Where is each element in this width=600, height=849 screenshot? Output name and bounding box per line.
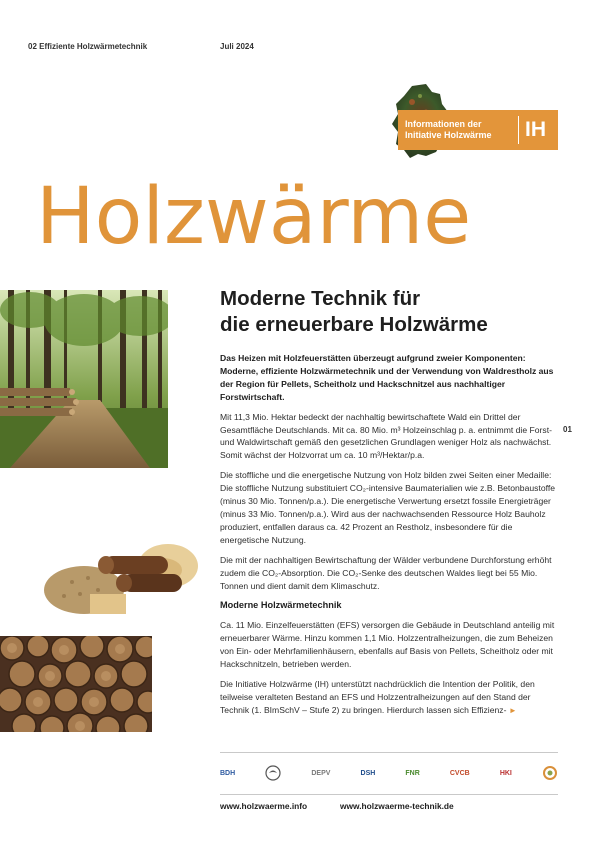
article-paragraph-1: Mit 11,3 Mio. Hektar bedeckt der nachhaltig bewirtschaftete Wald ein Drittel der Gesamtfläche Deutschlands. Mit ca. 80 Mio. m³ Holzeinschlag p. a. entnimmt die Forst- und Waldwirtschaft gemäß den gesetzlichen Grundlagen weniger Holz als nachwächst. Somit wächst der Holzvorrat um ca. 10 m³/Hektar/p.a.: [220, 411, 552, 461]
forest-path-photo: [0, 290, 168, 468]
pellets-and-wood-photo: [42, 510, 200, 620]
page-header: [28, 42, 254, 51]
eagle-icon: [265, 765, 281, 781]
article-body: [220, 352, 558, 725]
link-holzwaerme-technik[interactable]: www.holzwaerme-technik.de: [340, 801, 454, 811]
article-paragraph-5-text: Die Initiative Holzwärme (IH) unterstützt nachdrücklich die Intention der Politik, den teilweise veralteten Bestand an EFS und Holzzentralheizungen auf den Stand der Technik (1. BImSchV – Stufe 2) zu bringen. Hierdurch lassen sich Effizienz-: [220, 678, 535, 715]
page-number: 01: [563, 425, 572, 434]
article-paragraph-3: Die mit der nachhaltigen Bewirtschaftung der Wälder verbundene Durchforstung erhöht zudem die CO₂-Absorption. Die CO₂-Senke des deutschen Waldes liegt bei 55 Mio. Tonnen und dient damit dem Klimaschutz.: [220, 554, 552, 591]
initiative-badge: [398, 110, 558, 150]
article-paragraph-5: [220, 678, 558, 718]
logo-eagle-icon: [265, 765, 281, 781]
headline-line-1: Moderne Technik für: [220, 287, 421, 310]
article-paragraph-2: Die stoffliche und die energetische Nutzung von Holz bilden zwei Seiten einer Medaille: Die stoffliche Nutzung substituiert CO₂-intensive Baumaterialien wie z.B. Betonbaustoffe (minus 30 Mio. Tonnen/p.a.). Die energetische Verwertung ersetzt fossile Energieträger (minus 33 Mio. Tonnen/p.a.). Wird aus der nachwachsenden Ressource Holz Bauholz produziert, entfallen daraus ca. 42 Prozent an Restholz, insbesondere für die energetische Nutzung.: [220, 470, 556, 545]
badge-divider: [518, 116, 519, 144]
masthead-title: Holzwärme: [36, 172, 472, 262]
headline-line-2: die erneuerbare Holzwärme: [220, 313, 488, 336]
section-title: Moderne Holzwärmetechnik: [220, 600, 342, 611]
logo-fnr: FNR: [405, 769, 420, 777]
logo-forest-ring-icon: [542, 765, 558, 781]
logo-hki: HKI: [499, 769, 512, 777]
divider-top: [220, 752, 558, 753]
logo-cvcb: CVCB: [449, 769, 470, 777]
divider-bottom: [220, 794, 558, 795]
stacked-firewood-photo: [0, 636, 152, 732]
badge-line-1: Informationen der: [405, 119, 482, 129]
logo-bdh: BDH: [220, 769, 236, 777]
issue-date: Juli 2024: [220, 42, 254, 51]
logo-depv: DEPV: [311, 769, 331, 777]
link-holzwaerme-info[interactable]: www.holzwaerme.info: [220, 801, 308, 811]
badge-line-2: Initiative Holzwärme: [405, 130, 492, 140]
partner-logos: [220, 758, 558, 788]
ring-icon: [542, 765, 558, 781]
article-headline: [220, 286, 580, 338]
article-lead: Das Heizen mit Holzfeuerstätten überzeugt aufgrund zweier Komponenten: Moderne, effiziente Holzwärmetechnik und der Verwendung von Waldrestholz aus der Region für Pellets, Scheitholz und Hackschnitzel aus nachhaltiger Forstwirtschaft.: [220, 353, 554, 402]
continue-arrow-icon: ►: [508, 705, 517, 715]
badge-abbreviation: IH: [525, 118, 546, 141]
issue-label: 02 Effiziente Holzwärmetechnik: [28, 42, 148, 51]
logo-dsh: DSH: [360, 769, 376, 777]
article-paragraph-4: Ca. 11 Mio. Einzelfeuerstätten (EFS) versorgen die Gebäude in Deutschland anteilig mit erneuerbarer Wärme. Hinzu kommen 1,1 Mio. Holzzentralheizungen, die zum Beheizen von Ein- oder Mehrfamilienhäusern, ebenfalls auf Basis von Pellets, Scheitholz oder mit Hackschnitzeln, betrieben werden.: [220, 620, 555, 670]
